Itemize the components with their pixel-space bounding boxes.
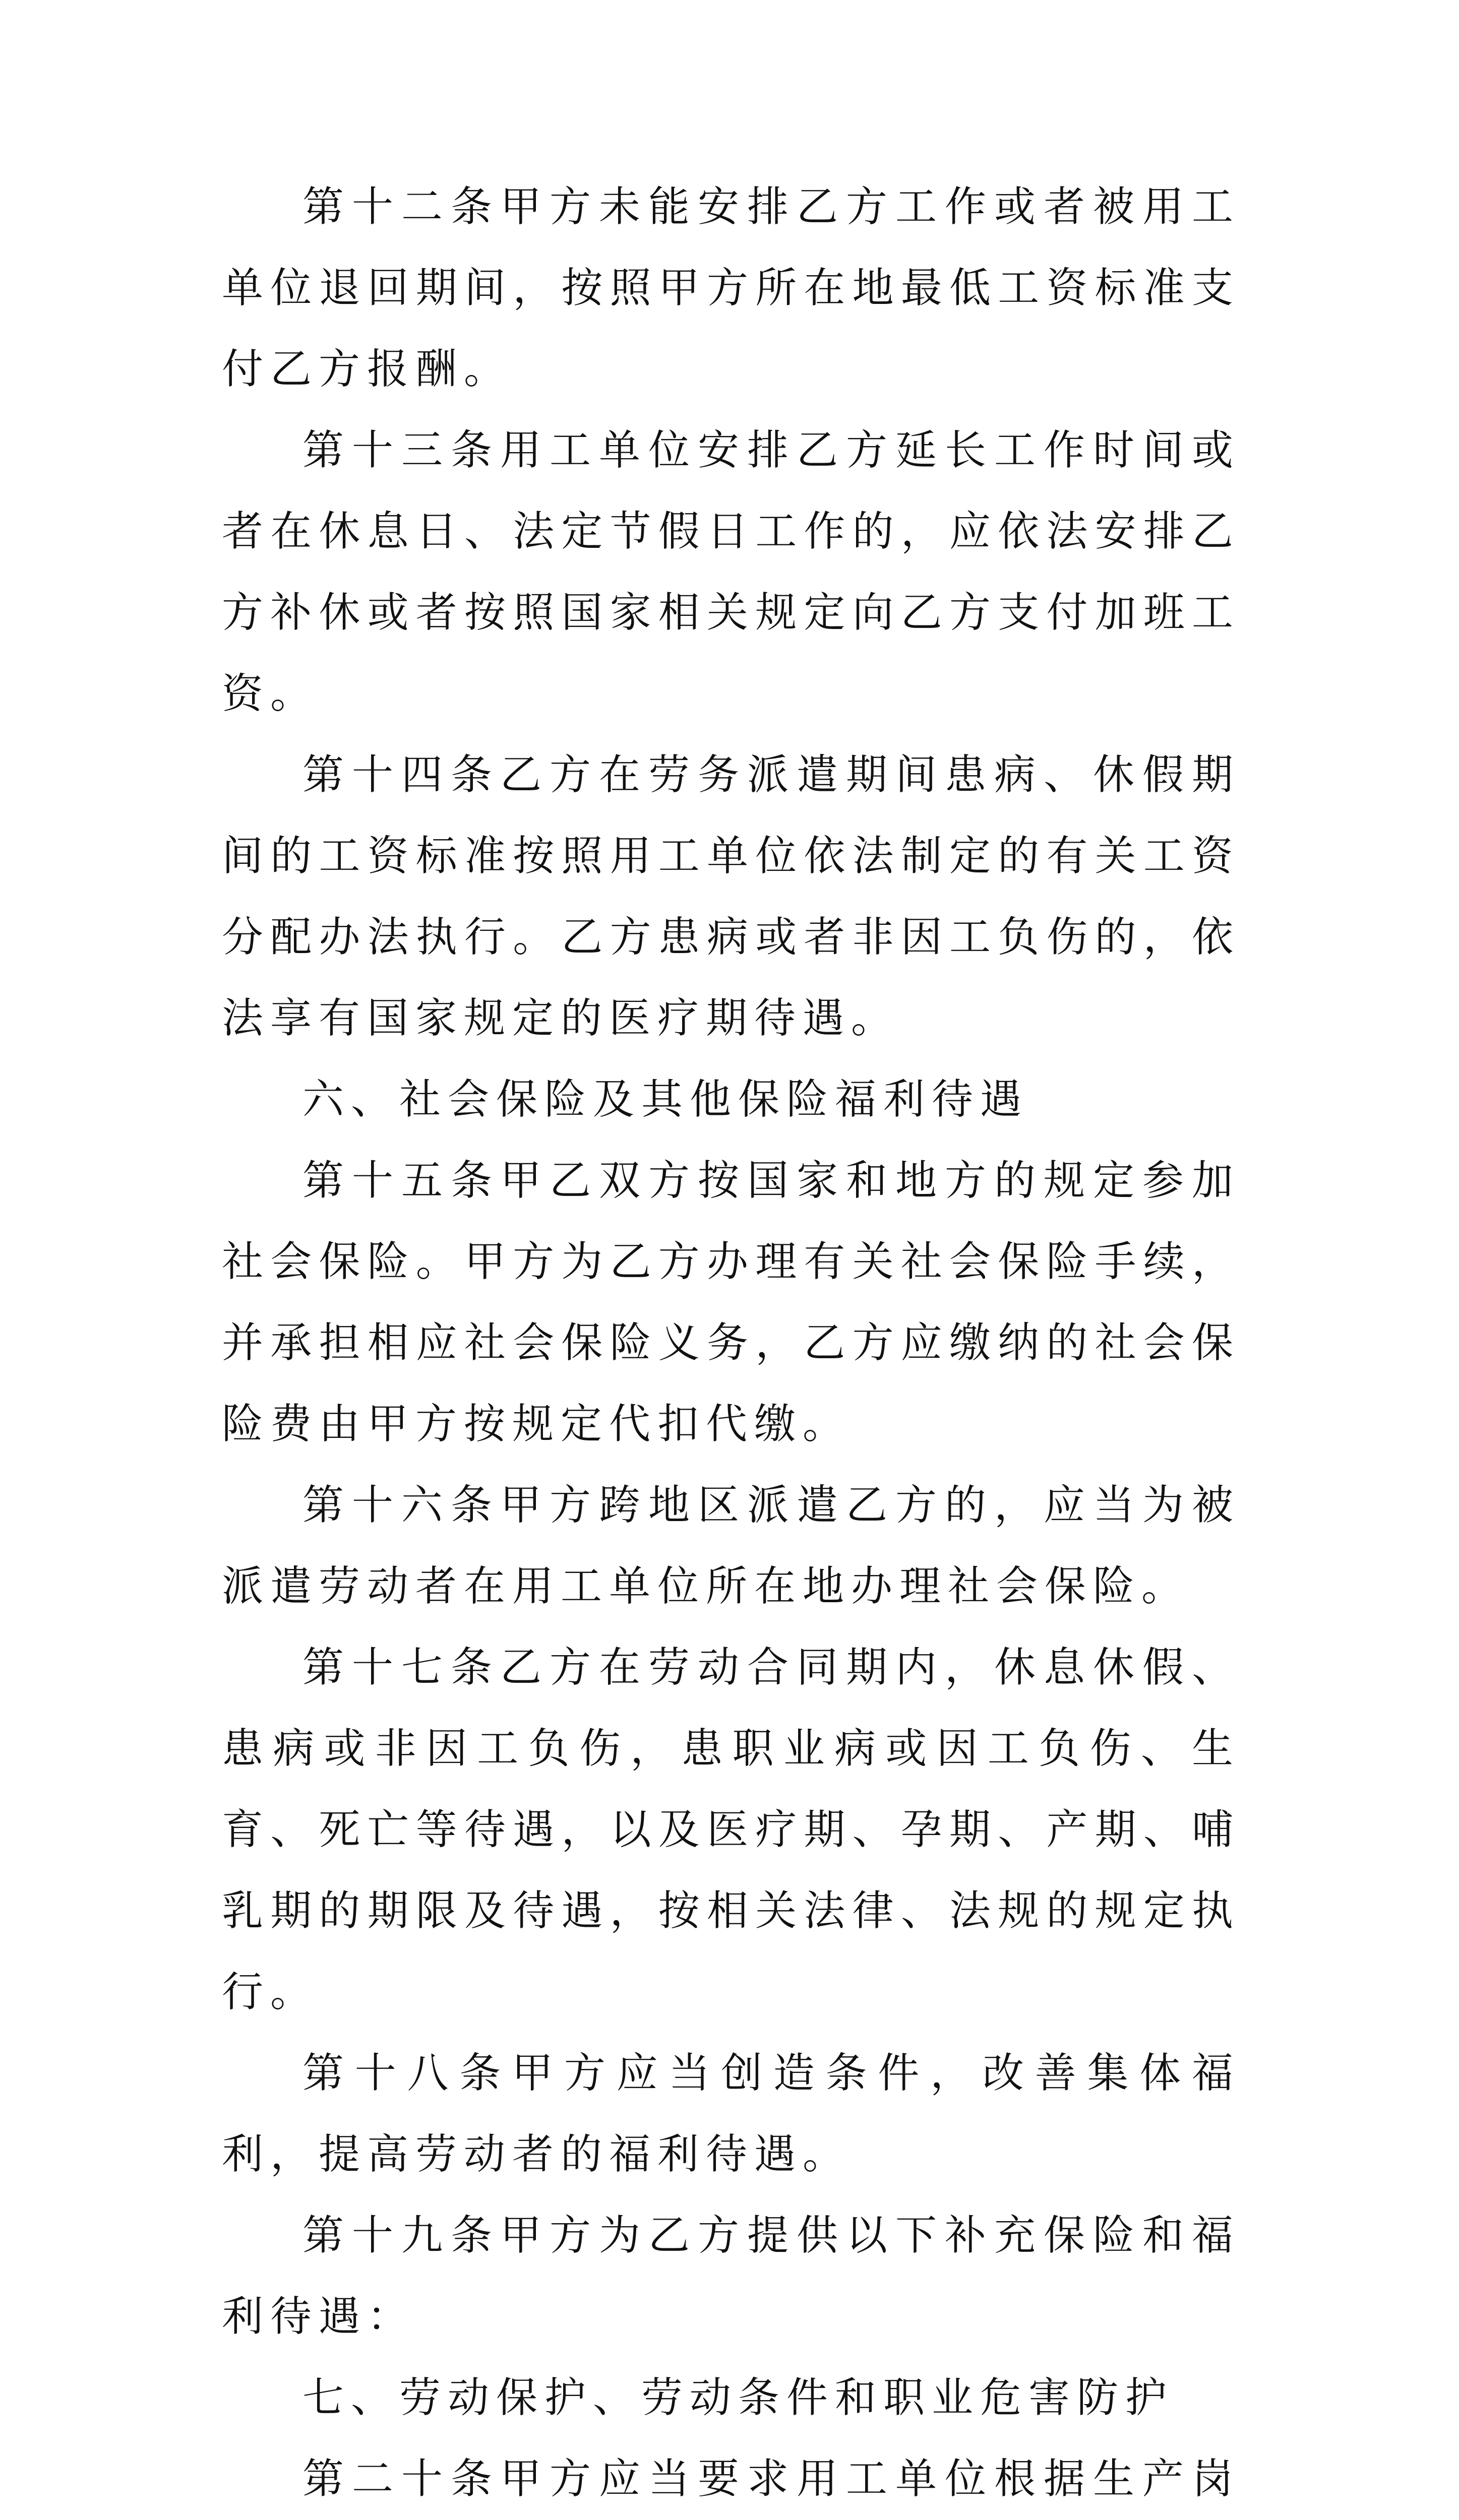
paragraph-article-18: 第十八条甲方应当创造条件，改善集体福利，提高劳动者的福利待遇。 <box>222 2049 1240 2178</box>
paragraph-article-14: 第十四条乙方在劳务派遣期间患病、休假期间的工资标准按照用工单位依法制定的有关工资分配办法执行。乙方患病或者非因工负伤的，依法享有国家规定的医疗期待遇。 <box>222 751 1240 1042</box>
paragraph-article-17: 第十七条乙方在劳动合同期内，休息休假、患病或非因工负伤，患职业病或因工负伤、生育、死亡等待遇，以及医疗期、孕期、产期、哺乳期的期限及待遇，按相关法律、法规的规定执行。 <box>222 1644 1240 2016</box>
section-heading-social-insurance: 六、社会保险及其他保险福利待遇 <box>302 1076 1029 1123</box>
section-heading-labor-protection: 七、劳动保护、劳动条件和职业危害防护 <box>302 2374 1174 2422</box>
paragraph-article-20: 第二十条甲方应当要求用工单位根据生产岗 <box>302 2455 1240 2503</box>
paragraph-article-12: 第十二条甲方未能安排乙方工作或者被用工单位退回期间，按照甲方所在地最低工资标准支付乙方报酬。 <box>222 183 1240 393</box>
paragraph-article-16: 第十六条甲方跨地区派遣乙方的，应当为被派遣劳动者在用工单位所在地办理社会保险。 <box>222 1481 1240 1610</box>
paragraph-article-15: 第十五条甲乙双方按国家和地方的规定参加社会保险。甲方为乙方办理有关社会保险手续，并承担相应社会保险义务，乙方应缴纳的社会保险费由甲方按规定代扣代缴。 <box>222 1157 1240 1448</box>
paragraph-article-13: 第十三条用工单位安排乙方延长工作时间或者在休息日、法定节假日工作的，应依法安排乙方补休或者按照国家相关规定向乙方支付加班工资。 <box>222 426 1240 718</box>
paragraph-article-19: 第十九条甲方为乙方提供以下补充保险和福利待遇： <box>222 2212 1240 2341</box>
document-body <box>222 166 1240 2520</box>
